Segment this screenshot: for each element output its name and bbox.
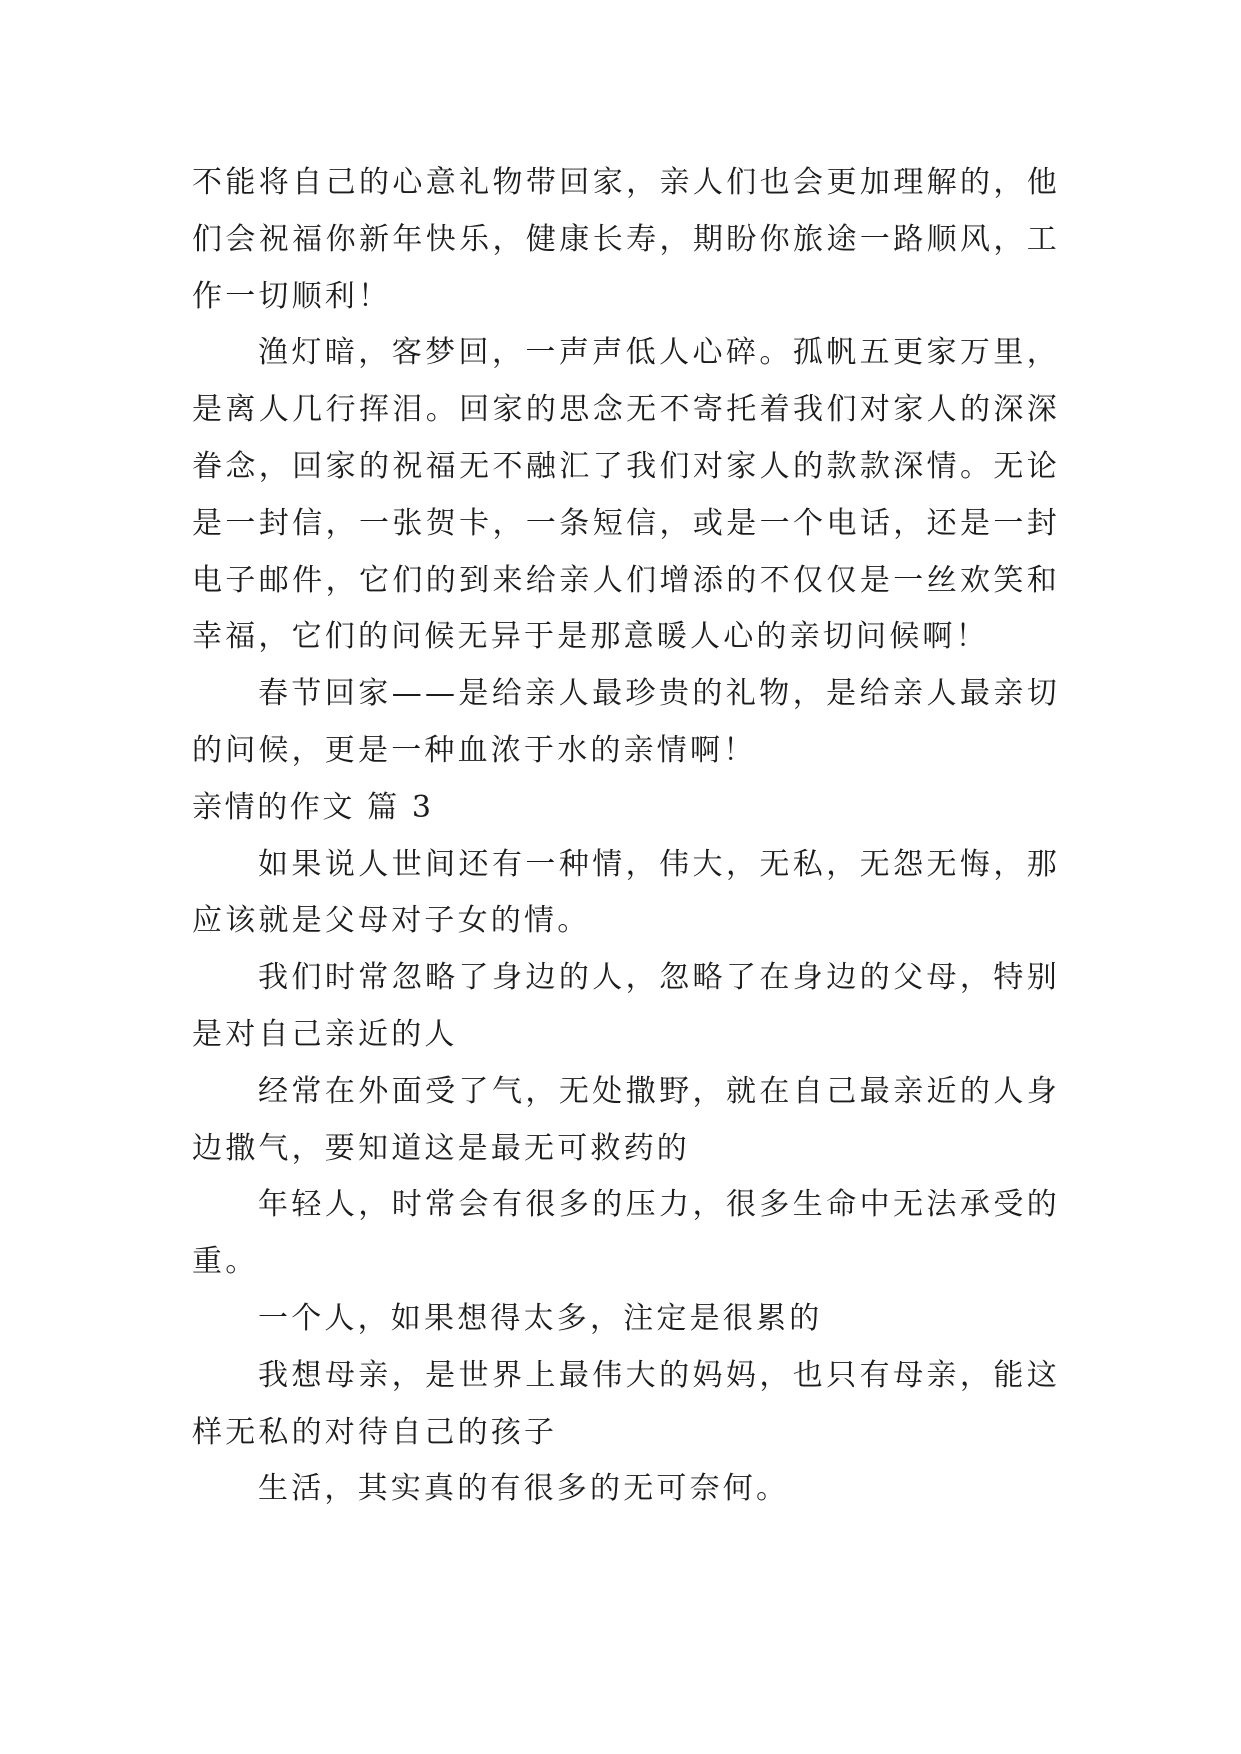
paragraph: 我们时常忽略了身边的人，忽略了在身边的父母，特别是对自己亲近的人 (192, 960, 1060, 1052)
paragraph: 生活，其实真的有很多的无可奈何。 (258, 1471, 790, 1507)
paragraph: 渔灯暗，客梦回，一声声低人心碎。孤帆五更家万里，是离人几行挥泪。回家的思念无不寄托着我们对家人的深深眷念，回家的祝福无不融汇了我们对家人的款款深情。无论是一封信，一张贺卡，一条短信，或是一个电话，还是一封电子邮件，它们的到来给亲人们增添的不仅仅是一丝欢笑和幸福，它们的问候无异于是那意暖人心的亲切问候啊！ (192, 335, 1060, 655)
paragraph: 一个人，如果想得太多，注定是很累的 (258, 1300, 823, 1336)
paragraph: 如果说人世间还有一种情，伟大，无私，无怨无悔，那应该就是父母对子女的情。 (192, 846, 1060, 939)
document-page (192, 155, 1060, 1518)
paragraph: 春节回家——是给亲人最珍贵的礼物，是给亲人最亲切的问候，更是一种血浓于水的亲情啊！ (192, 676, 1060, 768)
paragraph: 年轻人，时常会有很多的压力，很多生命中无法承受的重。 (192, 1187, 1060, 1280)
paragraph: 我想母亲，是世界上最伟大的妈妈，也只有母亲，能这样无私的对待自己的孩子 (192, 1357, 1060, 1450)
section-title: 亲情的作文 篇 3 (192, 789, 434, 825)
paragraph-continuation: 不能将自己的心意礼物带回家，亲人们也会更加理解的，他们会祝福你新年快乐，健康长寿，期盼你旅途一路顺风，工作一切顺利！ (192, 165, 1060, 314)
paragraph: 经常在外面受了气，无处撒野，就在自己最亲近的人身边撒气，要知道这是最无可救药的 (192, 1073, 1060, 1166)
